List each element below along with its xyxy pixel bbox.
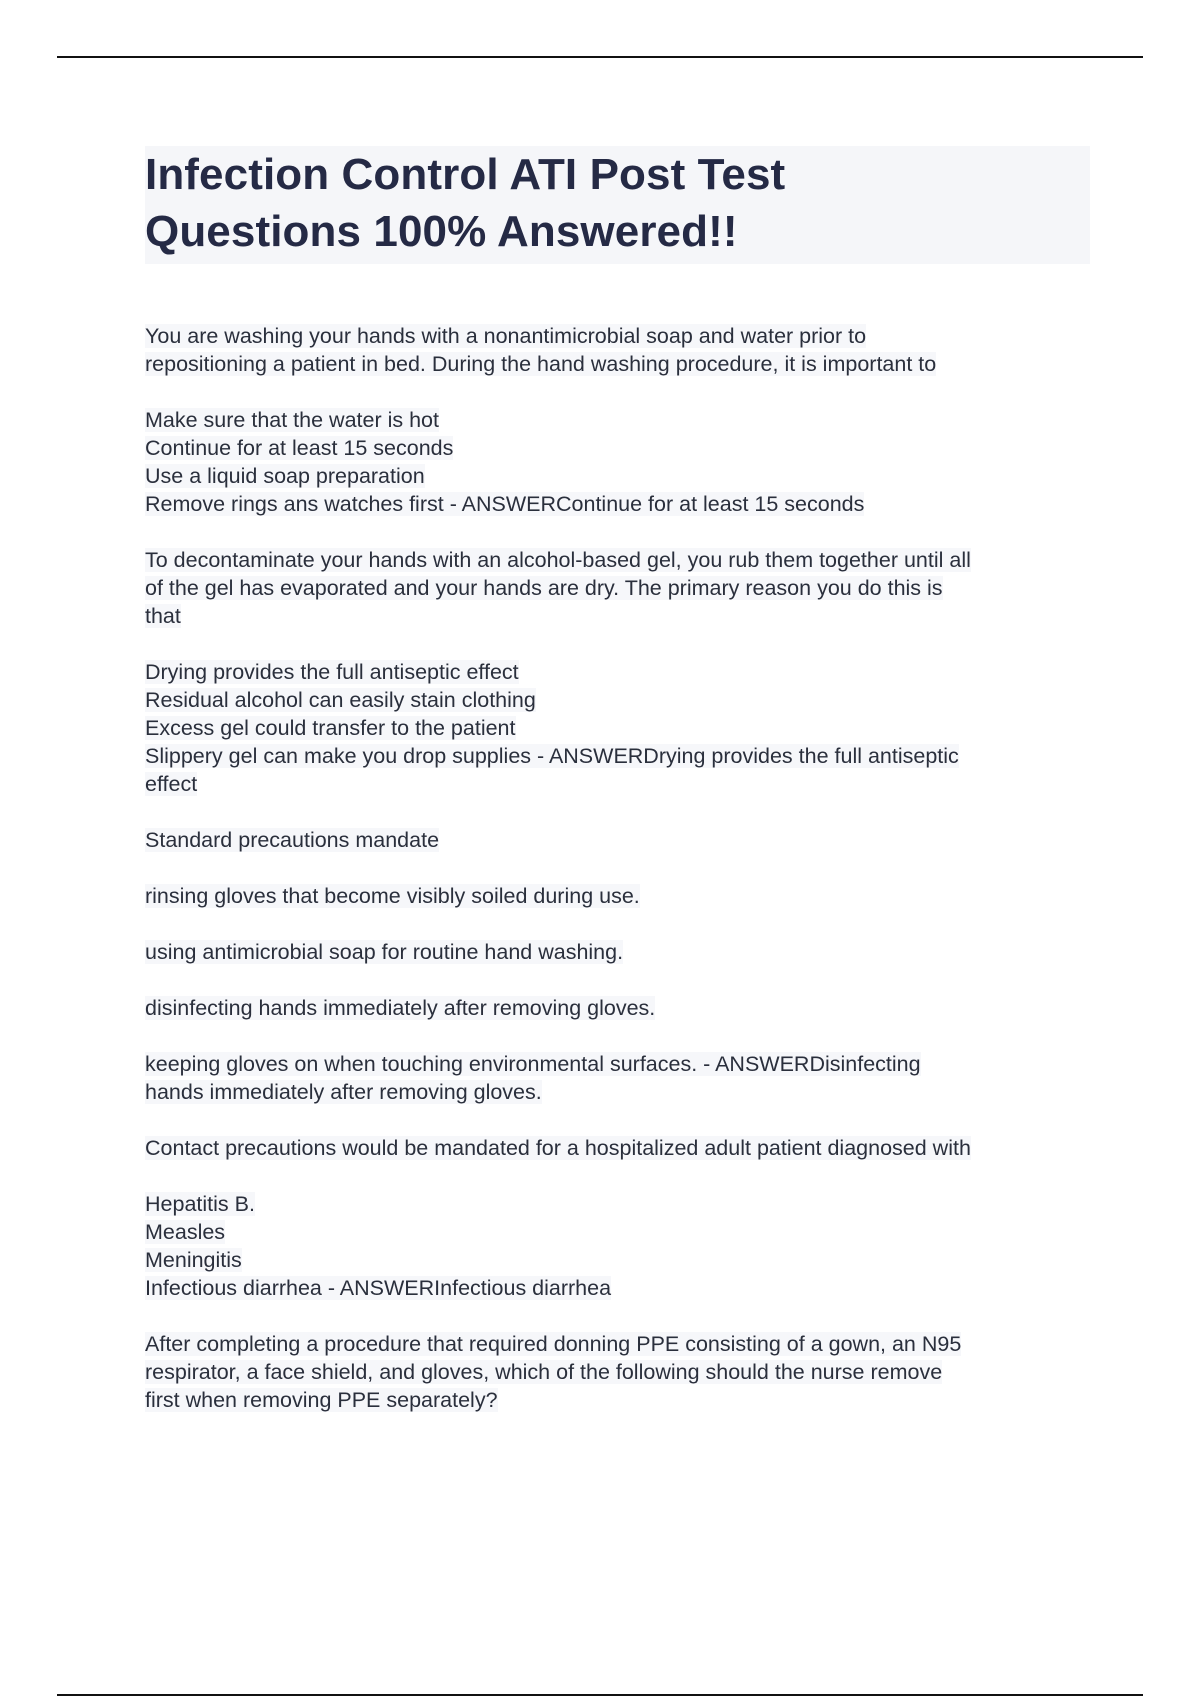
document-title [145, 146, 1090, 264]
text-line: of the gel has evaporated and your hands are dry. The primary reason you do this is [145, 576, 943, 600]
options-block [145, 406, 1090, 518]
option-line: Drying provides the full antiseptic effect [145, 660, 519, 684]
answer-line: keeping gloves on when touching environmental surfaces. - ANSWERDisinfecting [145, 1052, 921, 1076]
option-line: Use a liquid soap preparation [145, 464, 425, 488]
answer-line: Slippery gel can make you drop supplies - ANSWERDrying provides the full antiseptic [145, 744, 959, 768]
text-line: Contact precautions would be mandated for a hospitalized adult patient diagnosed with [145, 1136, 971, 1160]
answer-line: Remove rings ans watches first - ANSWERContinue for at least 15 seconds [145, 492, 865, 516]
options-block [145, 658, 1090, 798]
option-line: Continue for at least 15 seconds [145, 436, 454, 460]
option-line: disinfecting hands immediately after removing gloves. [145, 996, 656, 1020]
text-line: first when removing PPE separately? [145, 1388, 498, 1412]
text-line: You are washing your hands with a nonantimicrobial soap and water prior to [145, 324, 867, 348]
option-line: Residual alcohol can easily stain clothing [145, 688, 536, 712]
option-line: Excess gel could transfer to the patient [145, 716, 516, 740]
option-line: Measles [145, 1220, 226, 1244]
text-line: repositioning a patient in bed. During the hand washing procedure, it is important to [145, 352, 937, 376]
option-block [145, 882, 1090, 910]
option-block [145, 1050, 1090, 1106]
question-block [145, 1134, 1090, 1162]
option-block [145, 938, 1090, 966]
question-block [145, 1330, 1090, 1414]
text-line: that [145, 604, 181, 628]
question-block [145, 322, 1090, 378]
options-block [145, 1190, 1090, 1302]
question-block [145, 546, 1090, 630]
text-line: After completing a procedure that required donning PPE consisting of a gown, an N95 [145, 1332, 962, 1356]
answer-line: Infectious diarrhea - ANSWERInfectious diarrhea [145, 1276, 612, 1300]
answer-line: hands immediately after removing gloves. [145, 1080, 542, 1104]
option-line: Meningitis [145, 1248, 242, 1272]
text-line: Standard precautions mandate [145, 828, 440, 852]
option-line: Hepatitis B. [145, 1192, 255, 1216]
top-rule [57, 56, 1143, 58]
option-line: using antimicrobial soap for routine hand washing. [145, 940, 624, 964]
title-line-2: Questions 100% Answered!! [145, 207, 738, 256]
text-line: To decontaminate your hands with an alcohol-based gel, you rub them together until all [145, 548, 971, 572]
option-line: rinsing gloves that become visibly soiled during use. [145, 884, 640, 908]
page-content [145, 146, 1090, 1442]
text-line: respirator, a face shield, and gloves, which of the following should the nurse remove [145, 1360, 943, 1384]
bottom-rule [57, 1694, 1143, 1696]
option-line: Make sure that the water is hot [145, 408, 439, 432]
title-line-1: Infection Control ATI Post Test [145, 150, 786, 199]
answer-line: effect [145, 772, 198, 796]
question-block [145, 826, 1090, 854]
option-block [145, 994, 1090, 1022]
